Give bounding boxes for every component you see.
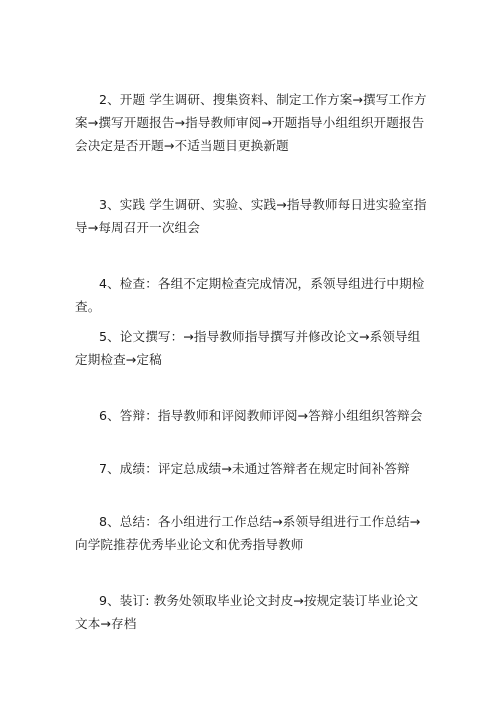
paragraph-practice: 3、实践 学生调研、实验、实践→指导教师每日进实验室指导→每周召开一次组会	[75, 197, 427, 235]
paragraph-thesis-writing: 5、论文撰写：→指导教师指导撰写并修改论文→系领导组定期检查→定稿	[75, 329, 421, 367]
paragraph-summary: 8、总结：各小组进行工作总结→系领导组进行工作总结→向学院推荐优秀毕业论文和优秀指导教师	[75, 514, 421, 552]
paragraph-inspection: 4、检查：各组不定期检查完成情况，系领导组进行中期检查。	[75, 276, 425, 314]
paragraph-grading: 7、成绩：评定总成绩→未通过答辩者在规定时间补答辩	[99, 461, 410, 476]
paragraph-opening: 2、开题 学生调研、搜集资料、制定工作方案→撰写工作方案→撰写开题报告→指导教师审阅→开题指导小组组织开题报告会决定是否开题→不适当题目更换新题	[75, 92, 427, 153]
paragraph-binding: 9、装订: 教务处领取毕业论文封皮→按规定装订毕业论文文本→存档	[75, 593, 419, 631]
paragraph-defense: 6、答辩：指导教师和评阅教师评阅→答辩小组组织答辩会	[99, 408, 423, 423]
